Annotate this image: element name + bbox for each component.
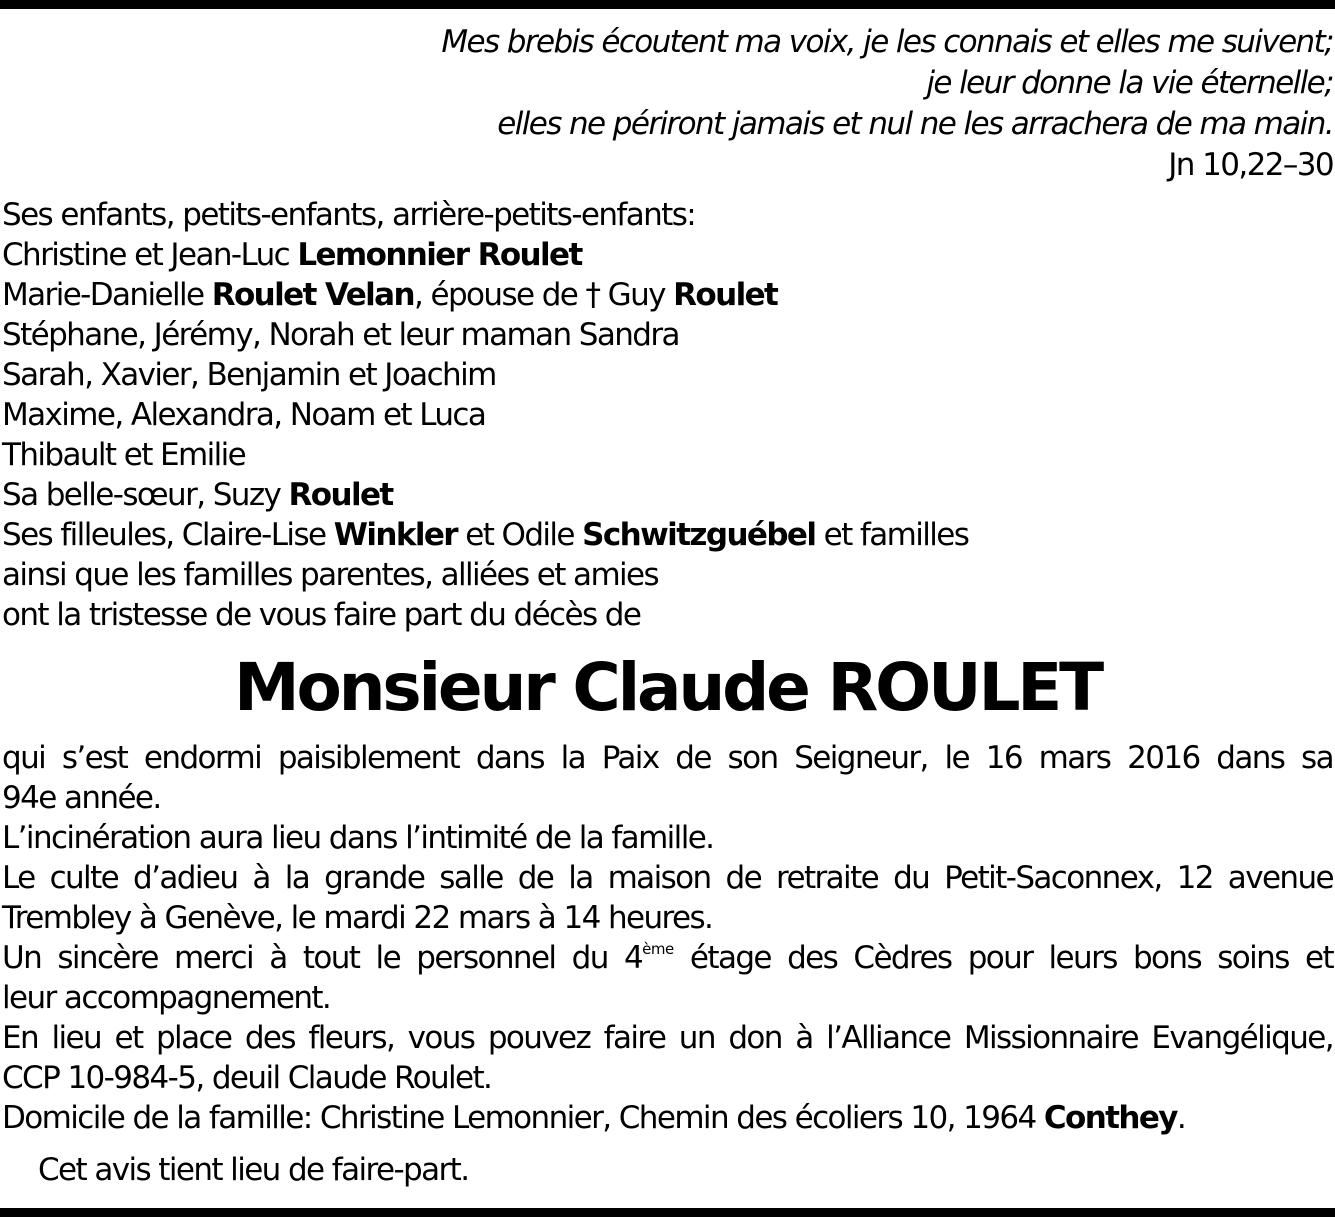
- detail-line: En lieu et place des fleurs, vous pouvez faire un don à l’Alliance Missionnaire Evangélique,: [2, 1020, 1333, 1056]
- detail-line: Trembley à Genève, le mardi 22 mars à 14 heures.: [2, 900, 713, 936]
- family-line: Maxime, Alexandra, Noam et Luca: [2, 397, 486, 433]
- verse-line: Mes brebis écoutent ma voix, je les connais et elles me suivent;: [441, 24, 1333, 60]
- family-line: ont la tristesse de vous faire part du décès de: [2, 597, 641, 633]
- family-line-text: , épouse de † Guy: [413, 277, 674, 313]
- family-line: Thibault et Emilie: [2, 437, 246, 473]
- family-intro: Ses enfants, petits-enfants, arrière-petits-enfants:: [2, 197, 696, 233]
- notice-details: [2, 738, 1333, 1138]
- family-line-text: Christine et Jean-Luc: [2, 237, 298, 273]
- town-name: Conthey: [1043, 1100, 1177, 1136]
- verse-line: elles ne périront jamais et nul ne les arrachera de ma main.: [497, 106, 1333, 142]
- bible-verse: [441, 22, 1333, 186]
- family-line: [2, 475, 968, 515]
- detail-line: leur accompagnement.: [2, 980, 331, 1016]
- family-line: [2, 515, 968, 555]
- family-surname: Schwitzguébel: [582, 517, 816, 553]
- detail-line: CCP 10-984-5, deuil Claude Roulet.: [2, 1060, 492, 1096]
- family-surname: Roulet Velan: [211, 277, 414, 313]
- family-line: [2, 275, 968, 315]
- detail-line: L’incinération aura lieu dans l’intimité de la famille.: [2, 820, 714, 856]
- verse-line: je leur donne la vie éternelle;: [926, 65, 1333, 101]
- bottom-rule: [0, 1208, 1335, 1217]
- detail-line: [2, 938, 1333, 978]
- deceased-name: Monsieur Claude ROULET: [233, 649, 1102, 726]
- top-rule: [0, 0, 1335, 9]
- closing-note: Cet avis tient lieu de faire-part.: [38, 1152, 469, 1188]
- family-surname: Roulet: [673, 277, 778, 313]
- family-line-text: Sa belle-sœur, Suzy: [2, 477, 289, 513]
- family-line: [2, 235, 968, 275]
- detail-line: Le culte d’adieu à la grande salle de la maison de retraite du Petit-Saconnex, 12 avenue: [2, 860, 1333, 896]
- detail-line: qui s’est endormi paisiblement dans la Paix de son Seigneur, le 16 mars 2016 dans sa: [2, 740, 1333, 776]
- family-line-text: Ses filleules, Claire-Lise: [2, 517, 334, 553]
- family-surname: Lemonnier Roulet: [297, 237, 582, 273]
- detail-text: Domicile de la famille: Christine Lemonnier, Chemin des écoliers 10, 1964: [2, 1100, 1044, 1136]
- family-line: Stéphane, Jérémy, Norah et leur maman Sandra: [2, 317, 679, 353]
- family-line: Sarah, Xavier, Benjamin et Joachim: [2, 357, 496, 393]
- family-line-text: Marie-Danielle: [2, 277, 212, 313]
- detail-text: étage des Cèdres pour leurs bons soins et: [673, 940, 1333, 976]
- family-list: [2, 195, 968, 635]
- family-line: ainsi que les familles parentes, alliées et amies: [2, 557, 659, 593]
- family-surname: Roulet: [288, 477, 393, 513]
- detail-text: .: [1176, 1100, 1186, 1136]
- ordinal-suffix: ème: [642, 940, 674, 958]
- family-line-text: et familles: [815, 517, 969, 553]
- verse-reference: Jn 10,22–30: [1168, 147, 1333, 183]
- detail-line: 94e année.: [2, 780, 161, 816]
- detail-text: Un sincère merci à tout le personnel du 4: [2, 940, 643, 976]
- detail-line: [2, 1098, 1333, 1138]
- family-line-text: et Odile: [456, 517, 583, 553]
- family-surname: Winkler: [333, 517, 457, 553]
